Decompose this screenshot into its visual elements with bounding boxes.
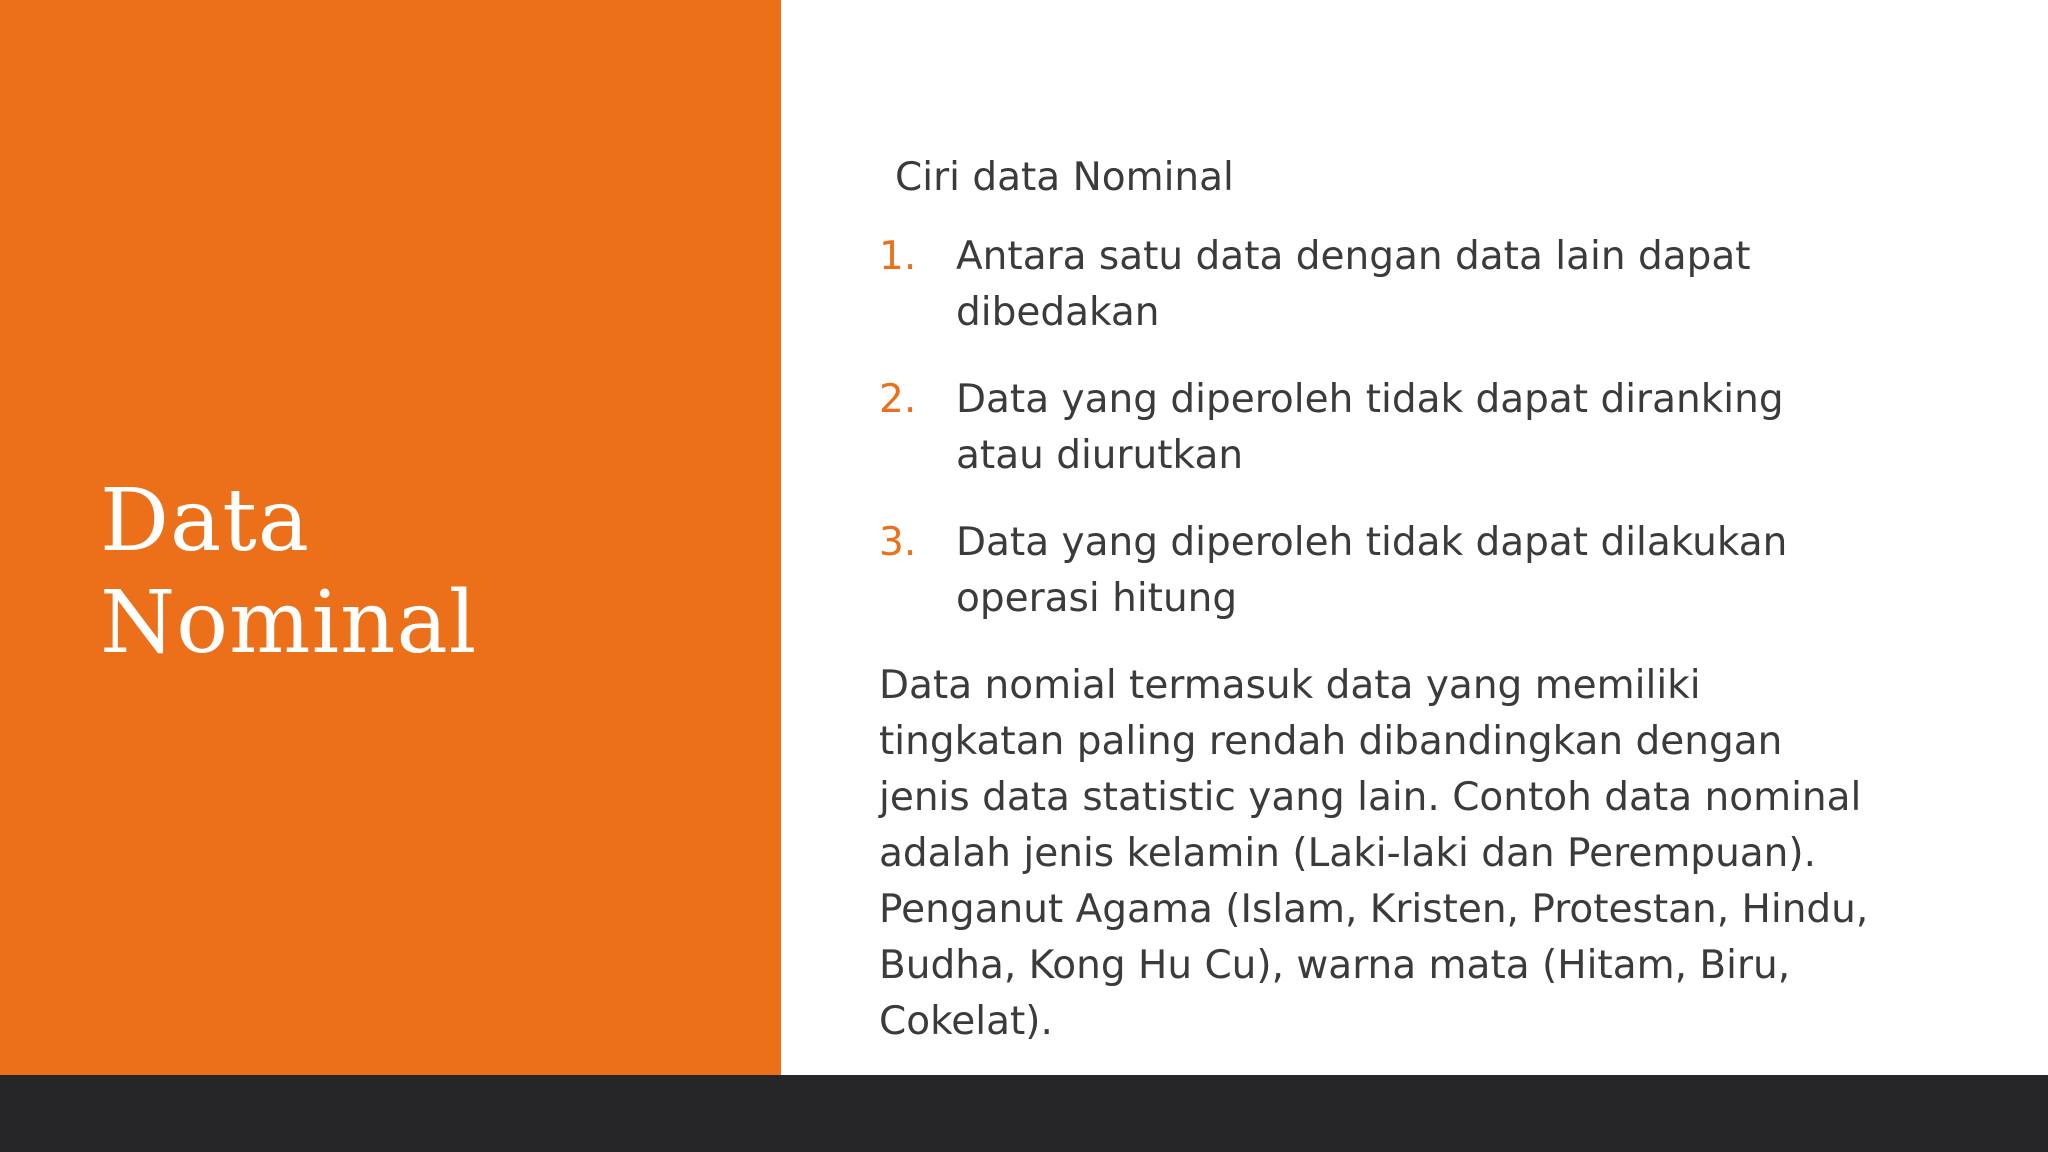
description-paragraph: Data nomial termasuk data yang memiliki tingkatan paling rendah dibandingkan dengan jenis data statistic yang lain. Contoh data nominal adalah jenis kelamin (Laki-laki dan Perempuan). Penganut Agama (Islam, Kristen, Protestan, Hindu, Budha, Kong Hu Cu), warna mata (Hitam, Biru, Cokelat).	[879, 663, 1869, 1044]
list-item	[879, 515, 1879, 627]
list-item-text: Data yang diperoleh tidak dapat dilakukan operasi hitung	[956, 520, 1788, 621]
list-item	[879, 372, 1879, 484]
list-number: 3.	[879, 520, 917, 565]
list-item-text: Data yang diperoleh tidak dapat diranking atau diurutkan	[956, 377, 1784, 478]
list-item-text: Antara satu data dengan data lain dapat dibedakan	[956, 234, 1751, 335]
slide-title	[100, 470, 740, 674]
characteristics-list	[879, 229, 1879, 627]
subheading: Ciri data Nominal	[895, 155, 1234, 200]
bottom-bar	[0, 1075, 2048, 1152]
list-number: 1.	[879, 234, 917, 279]
slide-title-line-2: Nominal	[100, 573, 478, 673]
list-item	[879, 229, 1879, 341]
list-number: 2.	[879, 377, 917, 422]
content-area	[879, 150, 1879, 1050]
slide-title-line-1: Data	[100, 471, 311, 571]
title-panel	[0, 0, 781, 1075]
